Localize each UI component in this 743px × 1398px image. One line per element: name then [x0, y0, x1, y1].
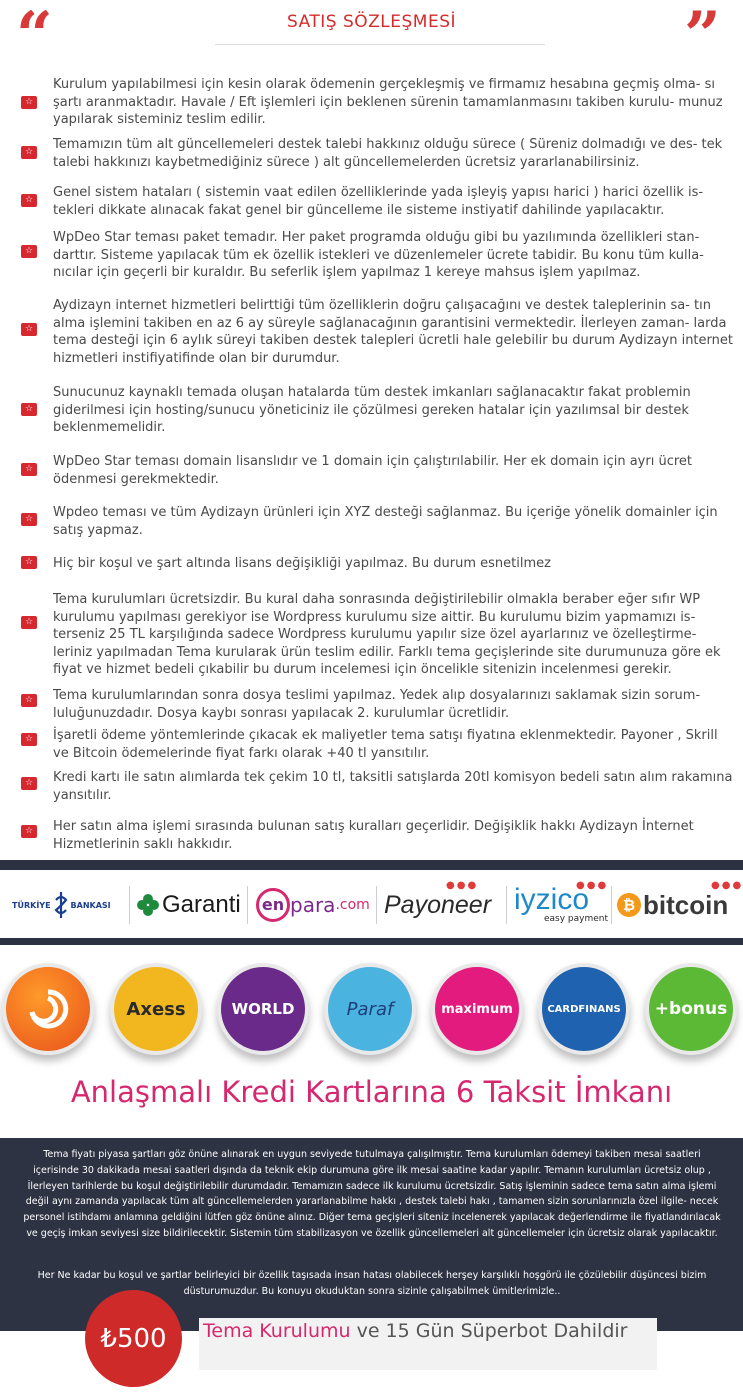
star-icon: ☆ — [21, 146, 37, 159]
bitcoin-icon: ₿ — [617, 893, 641, 917]
term-text: Hiç bir koşul ve şart altında lisans değişikliği yapılmaz. Bu durum esnetilmez — [53, 556, 551, 571]
term-text: Aydizayn internet hizmetleri belirttiği tüm özelliklerin doğru çalışacağını ve destek taleplerinin sa- tın alma işlemini takiben en az 6 ay süreyle sağlanacağının garantisini vermektedir. İlerleyen zaman- larda tema desteği için 6 aylık süreyi takiben destek talepleri ücretli hale gelebilir bu durum Aydizayn internet hizmetleri instifiyatifinde olan bir durumdur. — [53, 298, 733, 366]
divider — [611, 886, 612, 924]
star-icon: ☆ — [21, 733, 37, 746]
term-text: Wpdeo teması ve tüm Aydizayn ürünleri için XYZ desteği sağlanmaz. Bu içeriğe yönelik domainler için satış yapmaz. — [53, 505, 718, 538]
star-icon: ☆ — [21, 194, 37, 207]
card-logo-maximum: maximum — [431, 963, 523, 1055]
term-text: Her satın alma işlemi sırasında bulunan satış kuralları geçerlidir. Değişiklik hakkı Aydizayn İnternet Hizmetlerinin saklı hakkıdır. — [53, 819, 694, 852]
bank-band-bottom — [0, 938, 743, 945]
star-icon: ☆ — [21, 777, 37, 790]
isbank-logo: TÜRKİYE BANKASI — [12, 886, 111, 924]
open-quote-icon: “ — [16, 0, 53, 73]
price-caption — [203, 1320, 628, 1342]
star-icon: ☆ — [21, 323, 37, 336]
term-text: Tema kurulumları ücretsizdir. Bu kural daha sonrasında değiştirilebilir olmakla beraber eğer sıfır WP kurulumu yapılması gerekiyor ise Wordpress kurulumu size aittir. Bu kurulumu bizim yapmamızı is- terseniz 25 TL karşılığında sadece Wordpress kurulumu yapılır size özel ayarlarınız ve özelleştirme- leriniz yapılmadan Tema kurularak ürün teslim edilir. Farklı tema geçişlerinde site durumunuza göre ek fiyat ve hizmet bedeli çıkabilir bu durum incelemesi için öncelikle sitenizin incelenmesi gerekir. — [53, 592, 721, 678]
swirl-icon — [23, 984, 73, 1034]
dots-icon: ●●● — [576, 880, 609, 891]
term-text: WpDeo Star teması paket temadır. Her paket programda olduğu gibi bu yazılımında özellikleri stan- darttır. Sisteme yapılacak tüm ek özellik istekleri ve düzenlemeler ücrete tabidir. Bu konu tüm kulla- nıcılar için geçerli bir kuraldır. Bu seferlik işlem yapılmaz 1 kereye mahsus işlem yapılmaz. — [53, 230, 704, 281]
star-icon: ☆ — [21, 556, 37, 569]
page-title: SATIŞ SÖZLEŞMESİ — [286, 12, 457, 32]
price-badge: ₺500 — [85, 1290, 182, 1387]
info-paragraph: Tema fiyatı piyasa şartları göz önüne alınarak en uygun seviyede tutulmaya çalışılmıştır. Tema kurulumları ödemeyi takiben mesai saatleri içerisinde 30 dakikada mesai saatleri dışında da teknik ekip durumuna göre ilk mesai saatine kadar yapılır. Temanın kurulumları ücretsiz olup , İlerleyen tarihlerde bu koşul değiştirilebilir durumdadır. Temamızın sadece ilk kurulumu ücretsizdir. Satış işleminin sadece tema satın alma işlemi değil aynı zamanda yapılacak tüm alt güncellemelerden yararlanabilme hakkı , destek talebi hakı , tamamen sizin sorunlarınızla özel ilgile- necek personel istihdamı anlamına geldiğini lütfen göz önüne alınız. Diğer tema geçişleri siteniz incelenerek yapılacak değerlendirme ile fiyatlandırılacak ve geçiş imkan seviyesi size bildirilecektir. Sistemin tüm stabilizasyon ve özellik güncellemeleri alt güncellemeler için ücretsiz olarak yapılacaktır. — [23, 1149, 721, 1239]
enpara-logo: en para .com — [256, 886, 370, 924]
contract-header — [0, 0, 743, 73]
star-icon: ☆ — [21, 616, 37, 629]
star-icon: ☆ — [21, 694, 37, 707]
dots-icon: ●●● — [446, 880, 479, 891]
card-logo-paraf: Paraf — [324, 963, 416, 1055]
isbank-mark-icon — [53, 890, 69, 920]
term-text: Sunucunuz kaynaklı temada oluşan hatalarda tüm destek imkanları sağlanacaktır fakat problemin giderilmesi için hosting/sunucu yöneticiniz ile çözülmesi gereken hatalar için yazılımsal bir destek beklenmemelidir. — [53, 385, 691, 436]
term-text: Kurulum yapılabilmesi için kesin olarak ödemenin gerçekleşmiş ve firmamız hesabına geçmiş olma- sı şartı aranmaktadır. Havale / Eft işlemleri için beklenen sürenin tamamlanmasını takiben kurulu- munuz yapılarak sisteminiz teslim edilir. — [53, 77, 723, 128]
divider — [376, 886, 377, 924]
bitcoin-logo: ₿ bitcoin ●●● — [617, 886, 728, 924]
term-text: WpDeo Star teması domain lisanslıdır ve 1 domain için çalıştırılabilir. Her ek domain için ayrı ücret ödenmesi gerekmektedir. — [53, 454, 692, 487]
title-divider — [215, 44, 545, 45]
term-text: Tema kurulumlarından sonra dosya teslimi yapılmaz. Yedek alıp dosyalarınızı saklamak sizin sorum- luluğunuzdadır. Dosya kaybı sonrası yapılacak 2. kurulumlar ücretlidir. — [53, 688, 701, 721]
card-logo-bankkart — [2, 963, 94, 1055]
close-quote-icon: ” — [684, 0, 721, 73]
card-logo-cardfinans: CARDFINANS — [538, 963, 630, 1055]
divider — [129, 886, 130, 924]
star-icon: ☆ — [21, 96, 37, 109]
dots-icon: ●●● — [711, 880, 743, 891]
star-icon: ☆ — [21, 825, 37, 838]
star-icon: ☆ — [21, 513, 37, 526]
installment-headline: Anlaşmalı Kredi Kartlarına 6 Taksit İmkanı — [70, 1075, 673, 1109]
iyzico-logo: iyzico easy payment ●●● — [514, 880, 609, 924]
clover-icon — [137, 894, 159, 916]
term-text: İşaretli ödeme yöntemlerinde çıkacak ek maliyetler tema satışı fiyatına eklenmektedir. Payoner , Skrill ve Bitcoin ödemelerinde fiyat farkı olarak +40 tl yansıtılır. — [53, 728, 718, 761]
price-caption-rest: ve 15 Gün Süperbot Dahildir — [350, 1320, 628, 1342]
payoneer-logo: Payoneer ●●● — [384, 880, 492, 919]
divider — [506, 886, 507, 924]
star-icon: ☆ — [21, 463, 37, 476]
card-logo-bonus: +bonus — [645, 963, 737, 1055]
credit-card-logos — [0, 945, 743, 1075]
card-logo-axess: Axess — [110, 963, 202, 1055]
bank-band-top — [0, 860, 743, 870]
price-caption-highlight: Tema Kurulumu — [203, 1320, 351, 1342]
star-icon: ☆ — [21, 403, 37, 416]
card-logo-world: WORLD — [217, 963, 309, 1055]
term-text: Genel sistem hataları ( sistemin vaat edilen özelliklerinde yada işleyiş yapısı harici ) harici özellik is- tekleri dikkate alınacak fakat genel bir güncelleme ile sisteme instiyatif dahilinde yapılacaktır. — [53, 185, 704, 218]
garanti-logo: Garanti — [137, 886, 241, 924]
info-paragraph: Her Ne kadar bu koşul ve şartlar belirleyici bir özellik taşısada insan hatası olabilecek herşey karşılıklı hoşgörü ile çözülebilir düşüncesi bizim düsturumuzdur. Bu konuyu okuduktan sonra sizinle çalışabilmek ümitlerimizle.. — [37, 1270, 707, 1297]
divider — [247, 886, 248, 924]
term-text: Kredi kartı ile satın alımlarda tek çekim 10 tl, taksitli satışlarda 20tl komisyon bedeli satın alım rakamına yansıtılır. — [53, 770, 733, 803]
bank-logos — [0, 870, 743, 938]
star-icon: ☆ — [21, 245, 37, 258]
term-text: Temamızın tüm alt güncellemeleri destek talebi hakkınız olduğu sürece ( Süreniz dolmadığı ve des- tek talebi hakkınızı kaybetmediğiniz sürece ) alt güncellemelerden ücretsiz yararlanabilirsiniz. — [53, 137, 723, 170]
